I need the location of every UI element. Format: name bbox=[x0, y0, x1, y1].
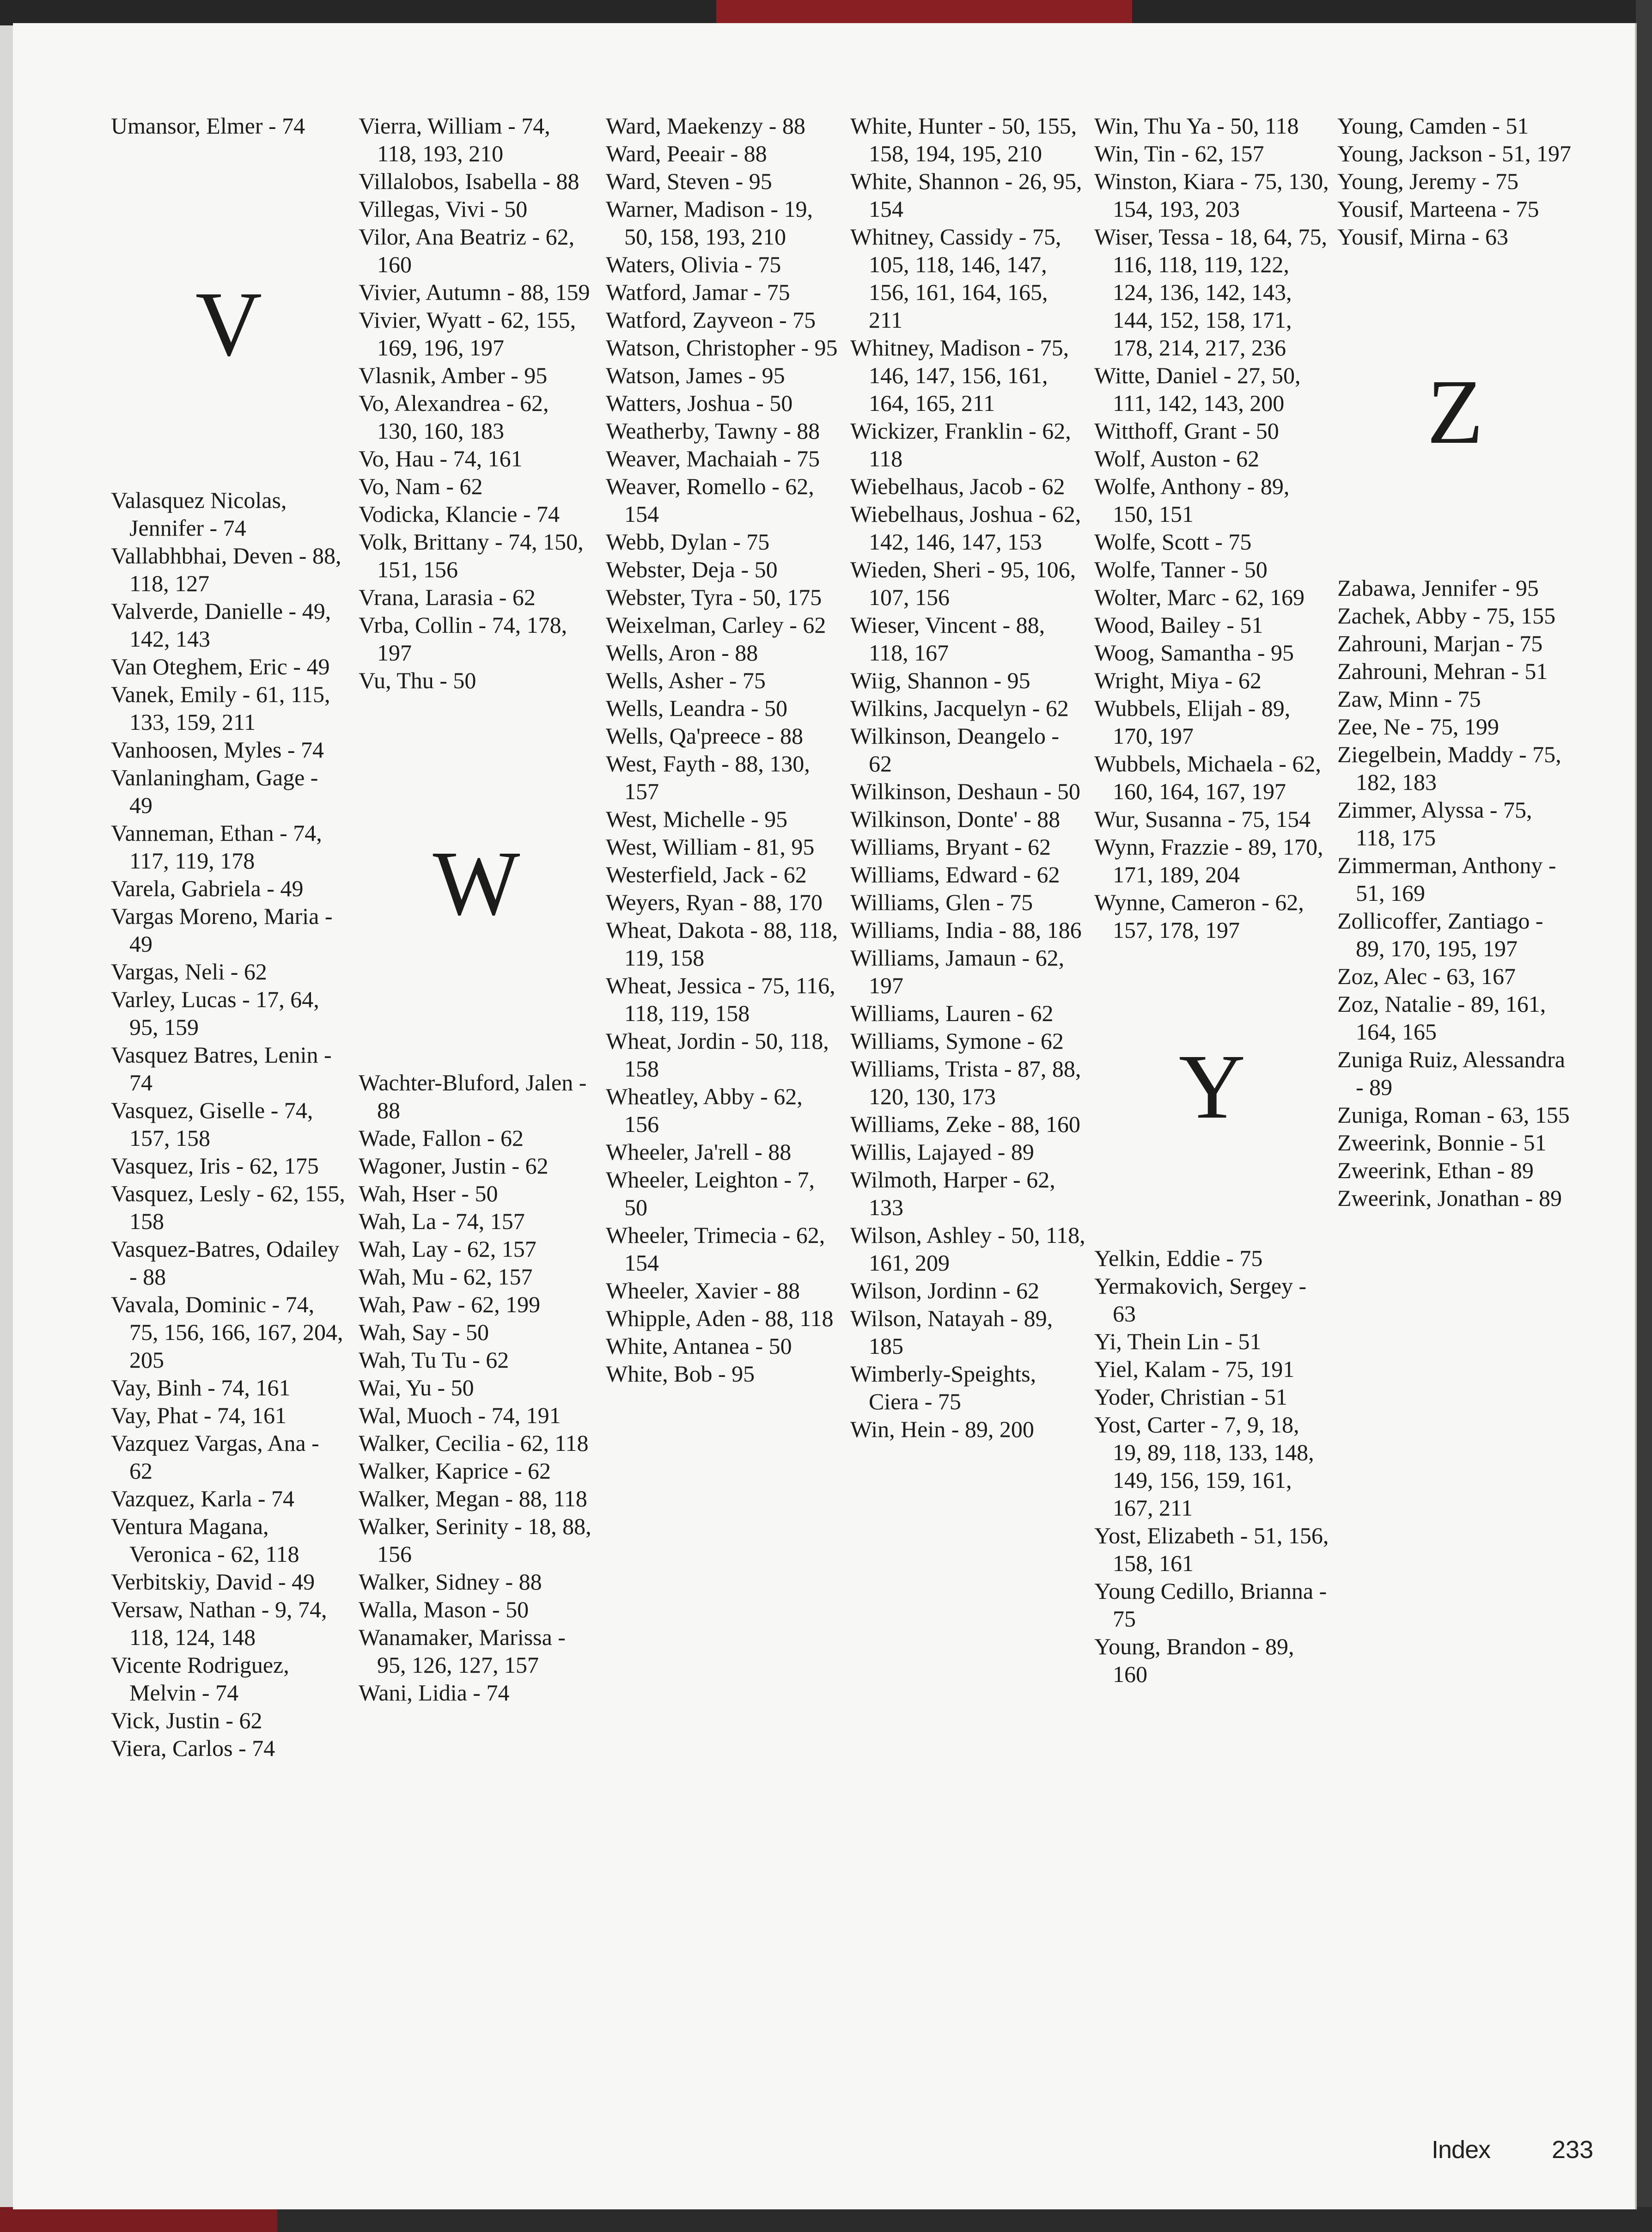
index-entry: Vicente Rodriguez, Melvin - 74 bbox=[111, 1652, 289, 1706]
index-entry: Young, Camden - 51 bbox=[1337, 113, 1529, 139]
index-entry: Ward, Peeair - 88 bbox=[606, 141, 767, 166]
index-entry: Wood, Bailey - 51 bbox=[1094, 612, 1263, 638]
index-entry: Walla, Mason - 50 bbox=[359, 1596, 529, 1622]
index-entry: Wachter-Bluford, Jalen - 88 bbox=[359, 1070, 587, 1123]
index-entry: Walker, Megan - 88, 118 bbox=[359, 1486, 587, 1511]
section-letter: Y bbox=[1178, 1036, 1246, 1138]
index-entry: Wolfe, Scott - 75 bbox=[1094, 529, 1252, 555]
index-entry: Weixelman, Carley - 62 bbox=[606, 612, 826, 638]
index-entry: Vasquez, Lesly - 62, 155, 158 bbox=[111, 1180, 345, 1234]
index-entry: Ziegelbein, Maddy - 75, 182, 183 bbox=[1337, 741, 1561, 795]
index-entry: Zahrouni, Mehran - 51 bbox=[1337, 658, 1548, 684]
index-entry: Win, Thu Ya - 50, 118 bbox=[1094, 113, 1299, 139]
index-entry: Wiser, Tessa - 18, 64, 75, 116, 118, 119, 122, 124, 136, 142, 143, 144, 152, 158, 171, 178, 214, 217, 236 bbox=[1094, 224, 1327, 361]
index-entry: Vo, Hau - 74, 161 bbox=[359, 446, 523, 471]
index-entry: Wimberly-Speights, Ciera - 75 bbox=[850, 1361, 1036, 1414]
index-entry: Wah, Mu - 62, 157 bbox=[359, 1264, 533, 1290]
index-entry: Wolfe, Tanner - 50 bbox=[1094, 556, 1268, 582]
index-entry: Watson, Christopher - 95 bbox=[606, 335, 838, 361]
index-entry: Viera, Carlos - 74 bbox=[111, 1735, 275, 1761]
index-entry: Wai, Yu - 50 bbox=[359, 1375, 474, 1400]
index-entry: Vo, Alexandrea - 62, 130, 160, 183 bbox=[359, 390, 549, 444]
index-entry: Vivier, Wyatt - 62, 155, 169, 196, 197 bbox=[359, 307, 576, 361]
index-entry: Williams, Glen - 75 bbox=[850, 889, 1033, 915]
index-column bbox=[606, 112, 841, 1388]
index-entry: White, Hunter - 50, 155, 158, 194, 195, 210 bbox=[850, 113, 1077, 166]
index-entry: Williams, India - 88, 186 bbox=[850, 917, 1082, 943]
index-entry: Wilmoth, Harper - 62, 133 bbox=[850, 1167, 1055, 1220]
index-entry: Vanek, Emily - 61, 115, 133, 159, 211 bbox=[111, 681, 330, 735]
index-entry: Vo, Nam - 62 bbox=[359, 473, 483, 499]
index-entry: Umansor, Elmer - 74 bbox=[111, 113, 305, 139]
index-entry: Woog, Samantha - 95 bbox=[1094, 640, 1294, 666]
page-number: 233 bbox=[1552, 2136, 1594, 2164]
index-entry: Wickizer, Franklin - 62, 118 bbox=[850, 418, 1071, 471]
index-entry: Weatherby, Tawny - 88 bbox=[606, 418, 820, 444]
index-entry: Vanlaningham, Gage - 49 bbox=[111, 764, 318, 818]
index-entry: Wheat, Dakota - 88, 118, 119, 158 bbox=[606, 917, 838, 971]
index-entry: Witte, Daniel - 27, 50, 111, 142, 143, 200 bbox=[1094, 362, 1301, 416]
index-entry: Wilkinson, Deshaun - 50 bbox=[850, 778, 1080, 804]
index-entry: Whipple, Aden - 88, 118 bbox=[606, 1305, 834, 1331]
background-photo-bottom bbox=[0, 2207, 1652, 2232]
index-entry: Wolter, Marc - 62, 169 bbox=[1094, 584, 1305, 610]
index-entry: Walker, Kaprice - 62 bbox=[359, 1458, 551, 1484]
index-entry: Wiebelhaus, Joshua - 62, 142, 146, 147, 153 bbox=[850, 501, 1081, 555]
index-entry: Wheat, Jordin - 50, 118, 158 bbox=[606, 1028, 829, 1082]
index-entry: Wright, Miya - 62 bbox=[1094, 667, 1262, 693]
index-entry: Wah, Paw - 62, 199 bbox=[359, 1291, 541, 1317]
index-entry: White, Shannon - 26, 95, 154 bbox=[850, 168, 1082, 222]
index-entry: Vargas, Neli - 62 bbox=[111, 959, 267, 985]
index-entry: Wubbels, Elijah - 89, 170, 197 bbox=[1094, 695, 1291, 749]
index-entry: Wilkinson, Donte' - 88 bbox=[850, 806, 1061, 832]
index-entry: Walker, Cecilia - 62, 118 bbox=[359, 1430, 589, 1456]
index-column bbox=[850, 112, 1086, 1443]
index-page bbox=[13, 23, 1637, 2209]
index-entry: Vrba, Collin - 74, 178, 197 bbox=[359, 612, 567, 666]
index-entry: Vasquez Batres, Lenin - 74 bbox=[111, 1042, 332, 1095]
index-entry: Zee, Ne - 75, 199 bbox=[1337, 714, 1499, 740]
index-entry: Zimmer, Alyssa - 75, 118, 175 bbox=[1337, 797, 1532, 850]
index-entry: Vodicka, Klancie - 74 bbox=[359, 501, 560, 527]
index-entry: Zweerink, Ethan - 89 bbox=[1337, 1157, 1534, 1183]
index-entry: Wilson, Natayah - 89, 185 bbox=[850, 1305, 1053, 1359]
background-photo-right bbox=[1636, 0, 1652, 2232]
index-entry: Zoz, Natalie - 89, 161, 164, 165 bbox=[1337, 991, 1546, 1045]
index-entry: Williams, Bryant - 62 bbox=[850, 834, 1051, 860]
index-entry: Ventura Magana, Veronica - 62, 118 bbox=[111, 1513, 299, 1567]
index-entry: Ward, Maekenzy - 88 bbox=[606, 113, 805, 139]
index-entry: Vazquez Vargas, Ana - 62 bbox=[111, 1430, 319, 1484]
index-entry: Wells, Aron - 88 bbox=[606, 640, 758, 666]
index-entry: Walker, Serinity - 18, 88, 156 bbox=[359, 1513, 591, 1567]
index-entry: Westerfield, Jack - 62 bbox=[606, 862, 807, 887]
index-entry: Verbitskiy, David - 49 bbox=[111, 1569, 315, 1595]
index-entry: Wheatley, Abby - 62, 156 bbox=[606, 1083, 803, 1137]
index-entry: Valverde, Danielle - 49, 142, 143 bbox=[111, 598, 331, 652]
index-entry: Wolf, Auston - 62 bbox=[1094, 446, 1260, 471]
index-entry: Winston, Kiara - 75, 130, 154, 193, 203 bbox=[1094, 168, 1329, 222]
index-entry: Young, Brandon - 89, 160 bbox=[1094, 1633, 1294, 1687]
index-entry: Vu, Thu - 50 bbox=[359, 667, 476, 693]
index-entry: Yost, Elizabeth - 51, 156, 158, 161 bbox=[1094, 1523, 1329, 1576]
index-entry: Wheat, Jessica - 75, 116, 118, 119, 158 bbox=[606, 972, 835, 1026]
index-entry: Webb, Dylan - 75 bbox=[606, 529, 770, 555]
section-letter: W bbox=[433, 832, 520, 935]
index-entry: Watford, Zayveon - 75 bbox=[606, 307, 816, 333]
index-entry: Van Oteghem, Eric - 49 bbox=[111, 654, 330, 679]
index-entry: Weyers, Ryan - 88, 170 bbox=[606, 889, 823, 915]
index-entry: Webster, Tyra - 50, 175 bbox=[606, 584, 822, 610]
index-entry: Villalobos, Isabella - 88 bbox=[359, 168, 579, 194]
index-entry: Wheeler, Ja'rell - 88 bbox=[606, 1139, 792, 1165]
index-entry: Yoder, Christian - 51 bbox=[1094, 1384, 1287, 1410]
index-entry: Weaver, Romello - 62, 154 bbox=[606, 473, 814, 527]
index-entry: Wheeler, Leighton - 7, 50 bbox=[606, 1167, 815, 1220]
index-entry: Wells, Leandra - 50 bbox=[606, 695, 788, 721]
index-column bbox=[1094, 112, 1330, 1688]
index-column bbox=[111, 112, 347, 1762]
index-entry: Witthoff, Grant - 50 bbox=[1094, 418, 1279, 444]
index-entry: Williams, Symone - 62 bbox=[850, 1028, 1064, 1054]
index-entry: Williams, Zeke - 88, 160 bbox=[850, 1111, 1080, 1137]
index-entry: Wiig, Shannon - 95 bbox=[850, 667, 1030, 693]
index-entry: Vallabhbhai, Deven - 88, 118, 127 bbox=[111, 543, 341, 596]
index-entry: Vivier, Autumn - 88, 159 bbox=[359, 279, 590, 305]
index-entry: Vanhoosen, Myles - 74 bbox=[111, 737, 324, 763]
index-entry: Wur, Susanna - 75, 154 bbox=[1094, 806, 1311, 832]
background-photo-top bbox=[0, 0, 1652, 25]
index-column bbox=[359, 112, 594, 1706]
index-entry: Wieser, Vincent - 88, 118, 167 bbox=[850, 612, 1045, 666]
section-letter: V bbox=[195, 273, 262, 375]
index-entry: Watters, Joshua - 50 bbox=[606, 390, 793, 416]
index-entry: White, Antanea - 50 bbox=[606, 1333, 792, 1359]
index-entry: Wah, Say - 50 bbox=[359, 1319, 489, 1345]
index-entry: Williams, Lauren - 62 bbox=[850, 1000, 1054, 1026]
index-entry: Wade, Fallon - 62 bbox=[359, 1125, 524, 1151]
index-entry: Wah, Lay - 62, 157 bbox=[359, 1236, 536, 1262]
index-entry: Villegas, Vivi - 50 bbox=[359, 196, 528, 222]
index-column bbox=[1337, 112, 1573, 1212]
index-entry: Walker, Sidney - 88 bbox=[359, 1569, 542, 1595]
index-entry: Young, Jeremy - 75 bbox=[1337, 168, 1519, 194]
index-entry: Williams, Trista - 87, 88, 120, 130, 173 bbox=[850, 1056, 1081, 1109]
index-entry: Zollicoffer, Zantiago - 89, 170, 195, 197 bbox=[1337, 908, 1543, 961]
index-entry: Wells, Qa'preece - 88 bbox=[606, 723, 804, 749]
index-entry: Yiel, Kalam - 75, 191 bbox=[1094, 1356, 1295, 1382]
index-entry: Vilor, Ana Beatriz - 62, 160 bbox=[359, 224, 575, 277]
index-entry: Wilson, Ashley - 50, 118, 161, 209 bbox=[850, 1222, 1085, 1276]
index-entry: Vierra, William - 74, 118, 193, 210 bbox=[359, 113, 550, 166]
index-entry: Varela, Gabriela - 49 bbox=[111, 875, 304, 901]
index-entry: Vazquez, Karla - 74 bbox=[111, 1486, 295, 1511]
index-entry: Zuniga, Roman - 63, 155 bbox=[1337, 1102, 1570, 1128]
index-entry: Volk, Brittany - 74, 150, 151, 156 bbox=[359, 529, 584, 582]
index-entry: Wynne, Cameron - 62, 157, 178, 197 bbox=[1094, 889, 1304, 943]
index-entry: Vick, Justin - 62 bbox=[111, 1707, 262, 1733]
index-entry: Wheeler, Trimecia - 62, 154 bbox=[606, 1222, 825, 1276]
index-entry: Vasquez, Giselle - 74, 157, 158 bbox=[111, 1097, 313, 1151]
index-entry: Vavala, Dominic - 74, 75, 156, 166, 167, 204, 205 bbox=[111, 1291, 343, 1373]
index-entry: West, Michelle - 95 bbox=[606, 806, 788, 832]
index-entry: Wah, La - 74, 157 bbox=[359, 1208, 525, 1234]
index-entry: Warner, Madison - 19, 50, 158, 193, 210 bbox=[606, 196, 813, 250]
index-entry: Zweerink, Bonnie - 51 bbox=[1337, 1130, 1547, 1156]
index-entry: Williams, Edward - 62 bbox=[850, 862, 1060, 887]
index-entry: West, Fayth - 88, 130, 157 bbox=[606, 751, 810, 804]
index-entry: Yermakovich, Sergey - 63 bbox=[1094, 1273, 1307, 1327]
index-entry: Yousif, Mirna - 63 bbox=[1337, 224, 1508, 250]
index-entry: Wynn, Frazzie - 89, 170, 171, 189, 204 bbox=[1094, 834, 1323, 887]
index-entry: Webster, Deja - 50 bbox=[606, 556, 778, 582]
index-entry: Varley, Lucas - 17, 64, 95, 159 bbox=[111, 986, 319, 1040]
index-entry: Zaw, Minn - 75 bbox=[1337, 686, 1481, 712]
index-entry: Watson, James - 95 bbox=[606, 362, 785, 388]
index-entry: Vasquez, Iris - 62, 175 bbox=[111, 1153, 319, 1179]
index-entry: Zimmerman, Anthony - 51, 169 bbox=[1337, 852, 1556, 906]
index-entry: Wheeler, Xavier - 88 bbox=[606, 1278, 800, 1303]
index-entry: Zachek, Abby - 75, 155 bbox=[1337, 603, 1556, 629]
index-entry: Ward, Steven - 95 bbox=[606, 168, 772, 194]
index-entry: Zahrouni, Marjan - 75 bbox=[1337, 630, 1543, 656]
index-entry: Wanamaker, Marissa - 95, 126, 127, 157 bbox=[359, 1624, 566, 1678]
index-entry: Wah, Tu Tu - 62 bbox=[359, 1347, 509, 1373]
index-entry: Vlasnik, Amber - 95 bbox=[359, 362, 548, 388]
index-entry: Vrana, Larasia - 62 bbox=[359, 584, 536, 610]
index-entry: Wani, Lidia - 74 bbox=[359, 1680, 510, 1706]
index-entry: Watford, Jamar - 75 bbox=[606, 279, 790, 305]
index-entry: Wells, Asher - 75 bbox=[606, 667, 766, 693]
index-entry: Yelkin, Eddie - 75 bbox=[1094, 1245, 1263, 1271]
index-entry: Zuniga Ruiz, Alessandra - 89 bbox=[1337, 1046, 1565, 1100]
index-entry: Wieden, Sheri - 95, 106, 107, 156 bbox=[850, 556, 1076, 610]
index-entry: Zabawa, Jennifer - 95 bbox=[1337, 575, 1539, 601]
index-entry: Wilkins, Jacquelyn - 62 bbox=[850, 695, 1069, 721]
index-entry: Wah, Hser - 50 bbox=[359, 1180, 498, 1206]
index-entry: Zweerink, Jonathan - 89 bbox=[1337, 1185, 1562, 1211]
index-entry: Zoz, Alec - 63, 167 bbox=[1337, 963, 1516, 989]
index-entry: Williams, Jamaun - 62, 197 bbox=[850, 945, 1065, 998]
index-entry: Vay, Binh - 74, 161 bbox=[111, 1375, 291, 1400]
section-letter: Z bbox=[1426, 361, 1484, 463]
index-entry: Win, Tin - 62, 157 bbox=[1094, 141, 1264, 166]
index-entry: Yi, Thein Lin - 51 bbox=[1094, 1328, 1262, 1354]
index-entry: Wal, Muoch - 74, 191 bbox=[359, 1402, 561, 1428]
index-entry: Weaver, Machaiah - 75 bbox=[606, 446, 820, 471]
index-entry: Yost, Carter - 7, 9, 18, 19, 89, 118, 133, 148, 149, 156, 159, 161, 167, 211 bbox=[1094, 1412, 1314, 1521]
index-entry: Whitney, Cassidy - 75, 105, 118, 146, 147, 156, 161, 164, 165, 211 bbox=[850, 224, 1061, 333]
index-entry: Versaw, Nathan - 9, 74, 118, 124, 148 bbox=[111, 1596, 327, 1650]
index-entry: Wubbels, Michaela - 62, 160, 164, 167, 197 bbox=[1094, 751, 1321, 804]
index-entry: Wolfe, Anthony - 89, 150, 151 bbox=[1094, 473, 1290, 527]
index-entry: Vanneman, Ethan - 74, 117, 119, 178 bbox=[111, 820, 322, 874]
index-entry: Waters, Olivia - 75 bbox=[606, 251, 781, 277]
index-entry: Wagoner, Justin - 62 bbox=[359, 1153, 549, 1179]
index-entry: Valasquez Nicolas, Jennifer - 74 bbox=[111, 487, 287, 541]
index-entry: West, William - 81, 95 bbox=[606, 834, 815, 860]
index-entry: Whitney, Madison - 75, 146, 147, 156, 161, 164, 165, 211 bbox=[850, 335, 1069, 416]
index-entry: Vasquez-Batres, Odailey - 88 bbox=[111, 1236, 340, 1290]
index-entry: Vay, Phat - 74, 161 bbox=[111, 1402, 287, 1428]
index-entry: White, Bob - 95 bbox=[606, 1361, 755, 1387]
index-entry: Wiebelhaus, Jacob - 62 bbox=[850, 473, 1065, 499]
index-entry: Win, Hein - 89, 200 bbox=[850, 1416, 1034, 1442]
index-entry: Yousif, Marteena - 75 bbox=[1337, 196, 1539, 222]
index-entry: Young, Jackson - 51, 197 bbox=[1337, 141, 1572, 166]
index-entry: Young Cedillo, Brianna - 75 bbox=[1094, 1578, 1327, 1632]
index-entry: Wilson, Jordinn - 62 bbox=[850, 1278, 1040, 1303]
footer-section-label: Index bbox=[1432, 2136, 1491, 2164]
index-entry: Vargas Moreno, Maria - 49 bbox=[111, 903, 333, 957]
index-entry: Wilkinson, Deangelo - 62 bbox=[850, 723, 1060, 777]
index-entry: Willis, Lajayed - 89 bbox=[850, 1139, 1034, 1165]
